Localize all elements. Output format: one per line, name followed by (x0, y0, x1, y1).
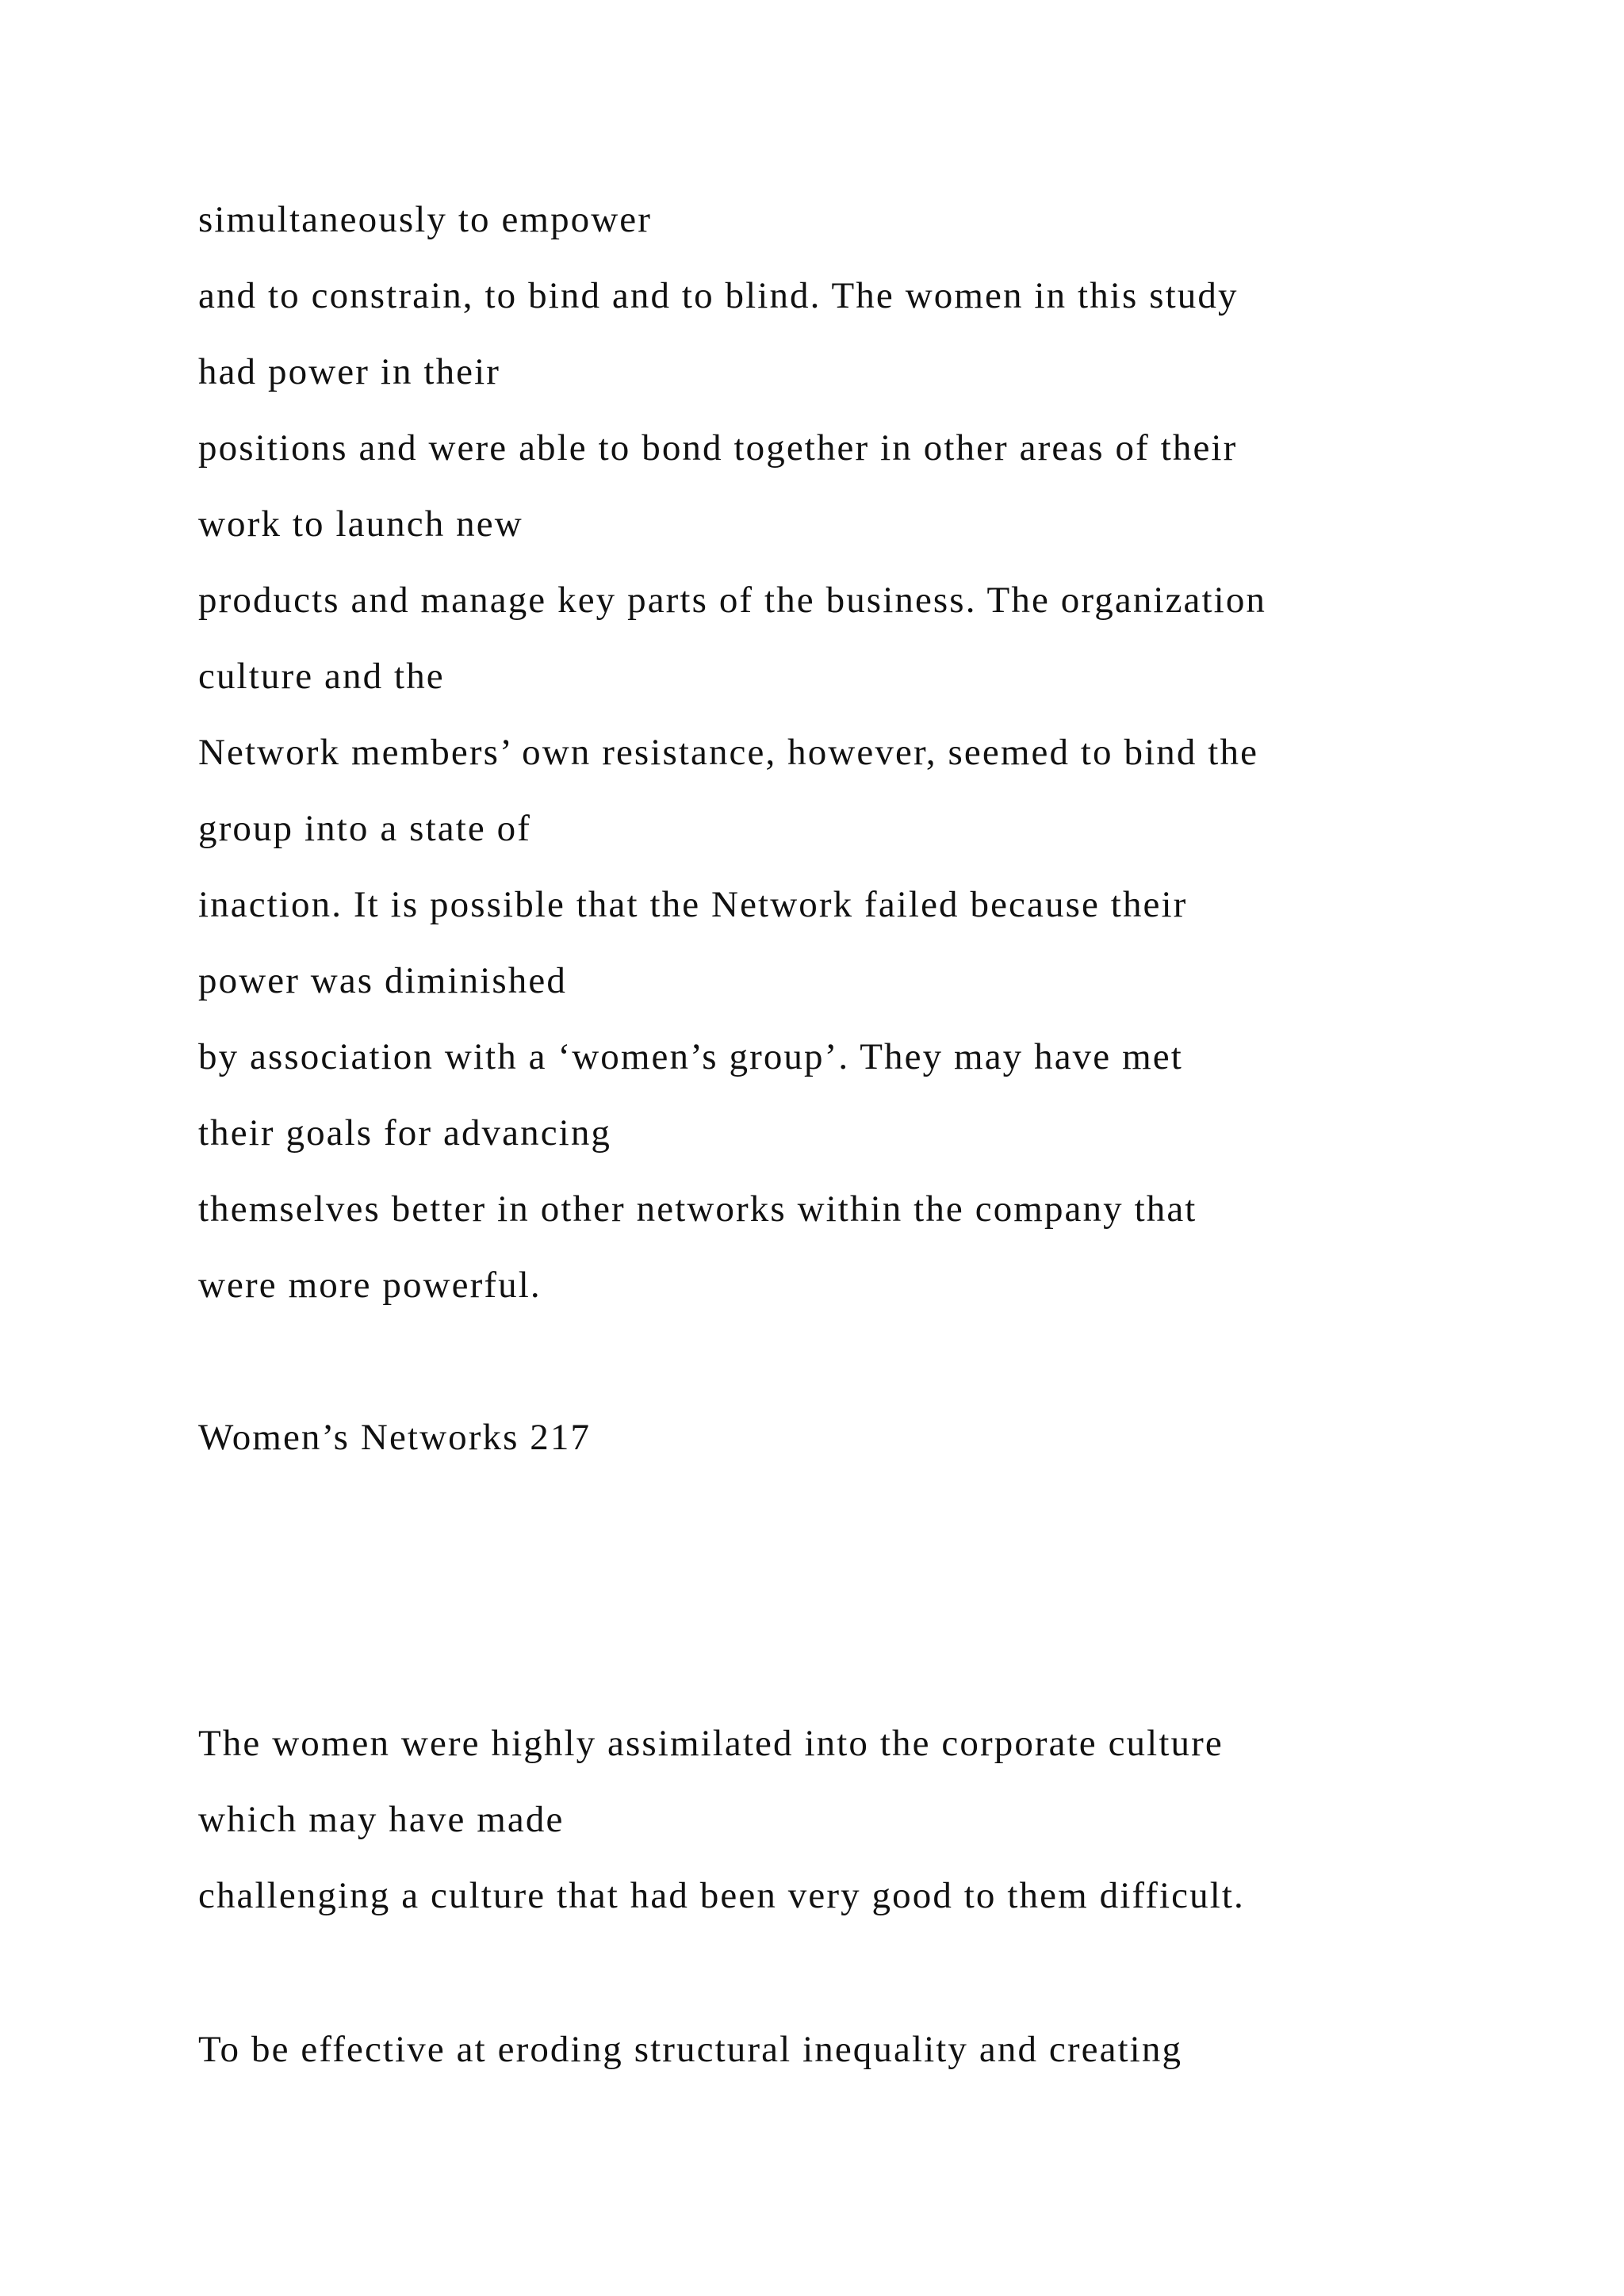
text-line: were more powerful. (198, 1265, 542, 1306)
text-line: products and manage key parts of the business. The organization (198, 580, 1267, 621)
text-line: and to constrain, to bind and to blind. The women in this study (198, 275, 1239, 316)
text-line: their goals for advancing (198, 1112, 612, 1154)
text-line: which may have made (198, 1799, 565, 1840)
text-line: culture and the (198, 656, 445, 697)
text-line: work to launch new (198, 503, 523, 545)
text-line: The women were highly assimilated into the corporate culture (198, 1723, 1224, 1764)
text-line: To be effective at eroding structural inequality and creating (198, 2029, 1183, 2070)
running-header: Women’s Networks 217 (198, 1417, 592, 1458)
text-line: had power in their (198, 351, 501, 392)
text-line: by association with a ‘women’s group’. They may have met (198, 1036, 1183, 1077)
text-line: themselves better in other networks within the company that (198, 1188, 1197, 1230)
text-line: positions and were able to bond together in other areas of their (198, 427, 1238, 469)
text-line: inaction. It is possible that the Network failed because their (198, 884, 1188, 925)
text-line: challenging a culture that had been very good to them difficult. (198, 1875, 1245, 1916)
text-line: power was diminished (198, 960, 567, 1001)
text-line: group into a state of (198, 808, 532, 849)
text-line: simultaneously to empower (198, 199, 653, 240)
text-line: Network members’ own resistance, however, seemed to bind the (198, 732, 1259, 773)
